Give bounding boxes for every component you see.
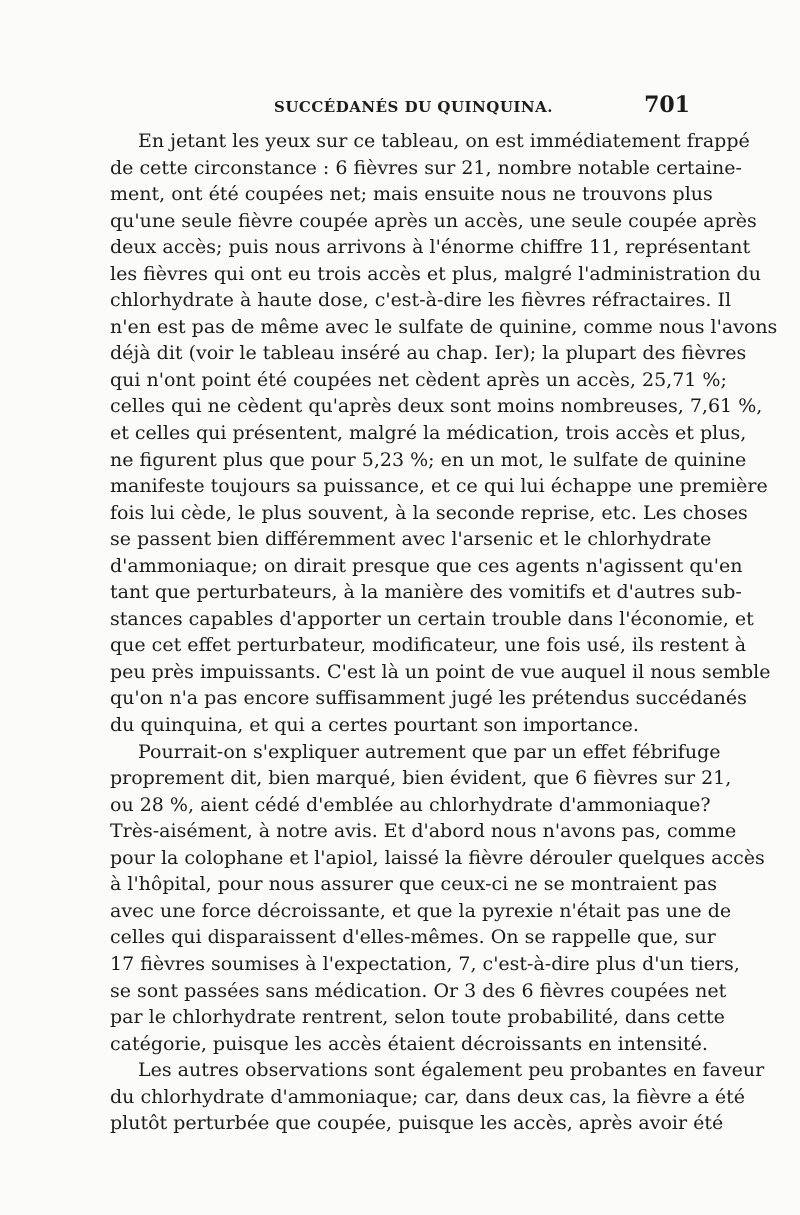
text-line: qui n'ont point été coupées net cèdent après un accès, 25,71 %; bbox=[110, 368, 727, 391]
text-line: stances capables d'apporter un certain trouble dans l'économie, et bbox=[110, 607, 754, 630]
text-line: Pourrait-on s'expliquer autrement que par un effet fébrifuge bbox=[138, 740, 721, 763]
text-line: ou 28 %, aient cédé d'emblée au chlorhydrate d'ammoniaque? bbox=[110, 793, 711, 816]
text-line: se passent bien différemment avec l'arsenic et le chlorhydrate bbox=[110, 528, 712, 551]
text-line: Les autres observations sont également peu probantes en faveur bbox=[138, 1059, 765, 1082]
text-line: proprement dit, bien marqué, bien évident, que 6 fièvres sur 21, bbox=[110, 767, 732, 790]
text-line: 17 fièvres soumises à l'expectation, 7, c'est-à-dire plus d'un tiers, bbox=[110, 952, 740, 975]
text-line: celles qui disparaissent d'elles-mêmes. On se rappelle que, sur bbox=[110, 926, 716, 949]
text-line: que cet effet perturbateur, modificateur, une fois usé, ils restent à bbox=[110, 634, 747, 657]
text-line: ment, ont été coupées net; mais ensuite nous ne trouvons plus bbox=[110, 183, 713, 206]
page-number: 701 bbox=[644, 92, 690, 118]
text-line: n'en est pas de même avec le sulfate de quinine, comme nous l'avons bbox=[110, 315, 778, 338]
text-line: par le chlorhydrate rentrent, selon toute probabilité, dans cette bbox=[110, 1006, 725, 1029]
text-line: du quinquina, et qui a certes pourtant son importance. bbox=[110, 714, 639, 737]
text-line: de cette circonstance : 6 fièvres sur 21, nombre notable certaine- bbox=[110, 156, 742, 179]
text-line: celles qui ne cèdent qu'après deux sont moins nombreuses, 7,61 %, bbox=[110, 395, 763, 418]
running-head bbox=[100, 92, 690, 124]
text-line: tant que perturbateurs, à la manière des vomitifs et d'autres sub- bbox=[110, 581, 742, 604]
text-line: les fièvres qui ont eu trois accès et plus, malgré l'administration du bbox=[110, 262, 761, 285]
text-line: à l'hôpital, pour nous assurer que ceux-ci ne se montraient pas bbox=[110, 873, 718, 896]
body-text bbox=[110, 128, 778, 1137]
text-line: deux accès; puis nous arrivons à l'énorme chiffre 11, représentant bbox=[110, 236, 751, 259]
text-line: fois lui cède, le plus souvent, à la seconde reprise, etc. Les choses bbox=[110, 501, 748, 524]
text-line: se sont passées sans médication. Or 3 des 6 fièvres coupées net bbox=[110, 979, 727, 1002]
running-title: SUCCÉDANÉS DU QUINQUINA. bbox=[274, 98, 553, 116]
text-line: catégorie, puisque les accès étaient décroissants en intensité. bbox=[110, 1032, 708, 1055]
text-line: et celles qui présentent, malgré la médication, trois accès et plus, bbox=[110, 422, 747, 445]
text-line: En jetant les yeux sur ce tableau, on est immédiatement frappé bbox=[138, 130, 750, 152]
text-line: d'ammoniaque; on dirait presque que ces agents n'agissent qu'en bbox=[110, 554, 743, 577]
text-line: du chlorhydrate d'ammoniaque; car, dans deux cas, la fièvre a été bbox=[110, 1085, 745, 1108]
text-line: qu'on n'a pas encore suffisamment jugé les prétendus succédanés bbox=[110, 687, 747, 710]
text-line: plutôt perturbée que coupée, puisque les accès, après avoir été bbox=[110, 1112, 724, 1135]
text-line: manifeste toujours sa puissance, et ce qui lui échappe une première bbox=[110, 475, 768, 498]
text-line: pour la colophane et l'apiol, laissé la fièvre dérouler quelques accès bbox=[110, 846, 765, 869]
text-line: ne figurent plus que pour 5,23 %; en un mot, le sulfate de quinine bbox=[110, 448, 747, 471]
text-line: chlorhydrate à haute dose, c'est-à-dire les fièvres réfractaires. Il bbox=[110, 289, 732, 312]
text-line: déjà dit (voir le tableau inséré au chap. Ier); la plupart des fièvres bbox=[110, 342, 747, 365]
text-line: Très-aisément, à notre avis. Et d'abord nous n'avons pas, comme bbox=[110, 820, 737, 843]
text-line: peu près impuissants. C'est là un point de vue auquel il nous semble bbox=[110, 660, 771, 683]
text-line: qu'une seule fièvre coupée après un accès, une seule coupée après bbox=[110, 209, 757, 232]
text-line: avec une force décroissante, et que la pyrexie n'était pas une de bbox=[110, 899, 732, 922]
